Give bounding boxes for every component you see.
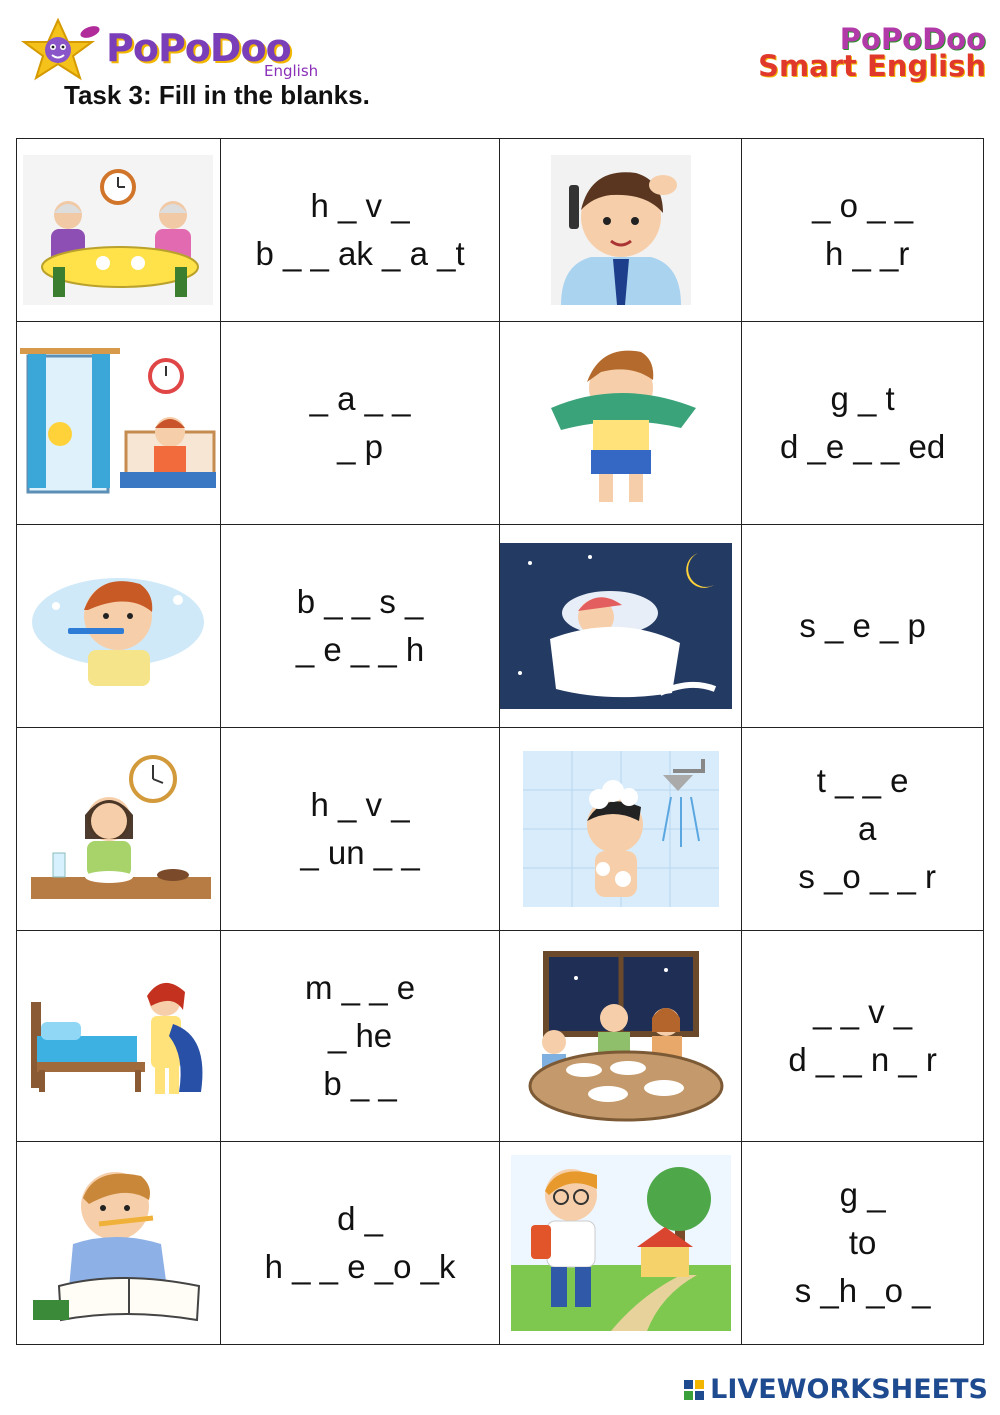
- family-dinner-picture-icon: [516, 948, 726, 1124]
- word-cell[interactable]: [220, 728, 500, 931]
- girl-making-bed-picture-icon: [23, 966, 213, 1106]
- word-puzzle-text: _ a _ _ _ p: [309, 380, 411, 465]
- picture-cell: [500, 139, 742, 322]
- worksheet-row: [17, 728, 984, 931]
- picture-cell: [17, 931, 221, 1142]
- boy-going-to-school-picture-icon: [511, 1155, 731, 1331]
- picture-cell: [17, 322, 221, 525]
- picture-cell: [17, 728, 221, 931]
- logo-brand-subtext: English: [264, 62, 319, 80]
- word-cell[interactable]: [220, 322, 500, 525]
- boy-getting-dressed-picture-icon: [531, 338, 711, 508]
- word-cell[interactable]: [220, 1142, 500, 1345]
- child-waking-up-picture-icon: [20, 348, 216, 498]
- girl-having-lunch-picture-icon: [23, 749, 213, 909]
- word-puzzle-text: d _ h _ _ e _o _k: [264, 1200, 456, 1285]
- word-puzzle-text: g _ t d _e _ _ ed: [780, 380, 946, 465]
- picture-cell: [17, 139, 221, 322]
- task-title: Task 3: Fill in the blanks.: [64, 80, 370, 110]
- worksheet-row: [17, 931, 984, 1142]
- word-cell[interactable]: [742, 728, 984, 931]
- word-cell[interactable]: [742, 322, 984, 525]
- liveworksheets-footer: [684, 1374, 988, 1405]
- word-puzzle-text: m _ _ e _ he b _ _: [305, 969, 416, 1102]
- word-puzzle-text: b _ _ s _ _ e _ _ h: [295, 583, 425, 668]
- liveworksheets-logo-icon: [684, 1380, 704, 1400]
- word-puzzle-text: _ _ v _ d _ _ n _ r: [788, 993, 937, 1078]
- word-cell[interactable]: [220, 931, 500, 1142]
- picture-cell: [500, 1142, 742, 1345]
- worksheet-grid: [16, 138, 984, 1345]
- word-cell[interactable]: [220, 525, 500, 728]
- word-puzzle-text: h _ v _ _ un _ _: [300, 786, 420, 871]
- worksheet-row: [17, 1142, 984, 1345]
- popodoo-logo-right: [706, 22, 986, 83]
- boy-sleeping-picture-icon: [500, 543, 732, 709]
- boy-combing-hair-picture-icon: [551, 155, 691, 305]
- star-mascot-icon: [18, 18, 108, 82]
- logo-brand-text: PoPoDoo: [106, 26, 291, 70]
- word-cell[interactable]: [742, 1142, 984, 1345]
- word-cell[interactable]: [220, 139, 500, 322]
- word-puzzle-text: _ o _ _ h _ _r: [812, 187, 914, 272]
- picture-cell: [500, 728, 742, 931]
- popodoo-logo-left: [18, 18, 328, 82]
- picture-cell: [500, 322, 742, 525]
- worksheet-row: [17, 322, 984, 525]
- word-puzzle-text: g _ to s _h _o _: [794, 1176, 931, 1309]
- picture-cell: [500, 931, 742, 1142]
- picture-cell: [17, 525, 221, 728]
- word-puzzle-text: s _ e _ p: [799, 607, 926, 644]
- word-cell[interactable]: [742, 525, 984, 728]
- boy-brushing-teeth-picture-icon: [28, 566, 208, 686]
- word-puzzle-text: h _ v _ b _ _ ak _ a _t: [255, 187, 465, 272]
- boy-doing-homework-picture-icon: [29, 1158, 207, 1328]
- word-cell[interactable]: [742, 139, 984, 322]
- worksheet-row: [17, 139, 984, 322]
- logo-right-line2: Smart English: [758, 48, 986, 83]
- word-cell[interactable]: [742, 931, 984, 1142]
- logo-right-line1: PoPoDoo: [839, 22, 986, 56]
- picture-cell: [17, 1142, 221, 1345]
- boy-taking-shower-picture-icon: [523, 751, 719, 907]
- family-breakfast-picture-icon: [23, 155, 213, 305]
- word-puzzle-text: t _ _ e a s _o _ _ r: [798, 762, 936, 895]
- picture-cell: [500, 525, 742, 728]
- footer-brand-text: LIVEWORKSHEETS: [710, 1374, 988, 1405]
- worksheet-row: [17, 525, 984, 728]
